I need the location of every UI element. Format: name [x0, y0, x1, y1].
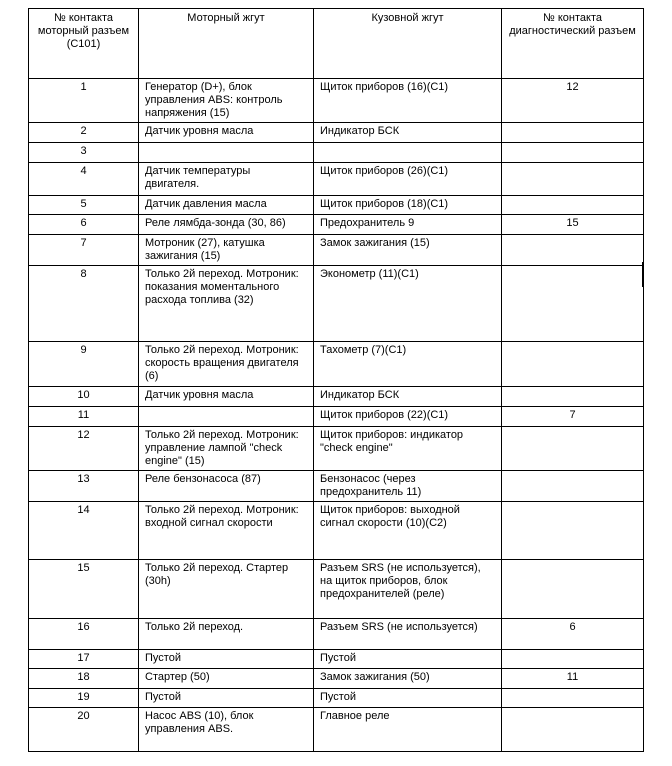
table-row	[29, 123, 644, 143]
engine-harness-cell	[139, 407, 314, 427]
engine-harness-cell: Генератор (D+), блок управления ABS: контроль напряжения (15)	[139, 79, 314, 123]
body-harness-cell: Щиток приборов (26)(C1)	[314, 163, 502, 196]
diag-pin-cell: 6	[502, 619, 644, 650]
body-harness-cell: Бензонасос (через предохранитель 11)	[314, 471, 502, 502]
body-harness-cell: Индикатор БСК	[314, 387, 502, 407]
engine-pin-cell: 1	[29, 79, 139, 123]
engine-pin-cell: 4	[29, 163, 139, 196]
body-harness-cell: Щиток приборов (22)(C1)	[314, 407, 502, 427]
diag-pin-cell	[502, 471, 644, 502]
engine-pin-cell: 15	[29, 560, 139, 619]
table-row	[29, 196, 644, 215]
diag-pin-cell	[502, 143, 644, 163]
engine-harness-cell: Мотроник (27), катушка зажигания (15)	[139, 235, 314, 266]
header-diag-pin: № контакта диагностический разъем	[502, 9, 644, 79]
body-harness-cell: Предохранитель 9	[314, 215, 502, 235]
diag-pin-cell: 7	[502, 407, 644, 427]
body-harness-cell: Пустой	[314, 650, 502, 669]
engine-harness-cell: Только 2й переход. Мотроник: скорость вращения двигателя (6)	[139, 342, 314, 387]
engine-harness-cell: Реле лямбда-зонда (30, 86)	[139, 215, 314, 235]
engine-harness-cell: Только 2й переход. Мотроник: управление лампой "check engine" (15)	[139, 427, 314, 471]
table-row	[29, 342, 644, 387]
side-marker	[642, 262, 644, 287]
engine-harness-cell: Реле бензонасоса (87)	[139, 471, 314, 502]
engine-pin-cell: 19	[29, 689, 139, 708]
table-row	[29, 427, 644, 471]
diag-pin-cell	[502, 235, 644, 266]
engine-harness-cell: Только 2й переход. Мотроник: входной сигнал скорости	[139, 502, 314, 560]
diag-pin-cell	[502, 387, 644, 407]
body-harness-cell: Щиток приборов (18)(C1)	[314, 196, 502, 215]
table-row	[29, 266, 644, 342]
engine-harness-cell: Только 2й переход.	[139, 619, 314, 650]
body-harness-cell: Главное реле	[314, 708, 502, 752]
body-harness-cell: Разъем SRS (не используется)	[314, 619, 502, 650]
table-row	[29, 708, 644, 752]
body-harness-cell: Замок зажигания (50)	[314, 669, 502, 689]
pinout-table	[28, 8, 644, 752]
body-harness-cell: Замок зажигания (15)	[314, 235, 502, 266]
body-harness-cell: Разъем SRS (не используется), на щиток приборов, блок предохранителей (реле)	[314, 560, 502, 619]
body-harness-cell: Тахометр (7)(C1)	[314, 342, 502, 387]
body-harness-cell: Щиток приборов (16)(C1)	[314, 79, 502, 123]
diag-pin-cell	[502, 689, 644, 708]
engine-pin-cell: 8	[29, 266, 139, 342]
engine-harness-cell	[139, 143, 314, 163]
engine-pin-cell: 13	[29, 471, 139, 502]
engine-harness-cell: Датчик уровня масла	[139, 387, 314, 407]
header-engine-harness: Моторный жгут	[139, 9, 314, 79]
table-row	[29, 387, 644, 407]
diag-pin-cell	[502, 342, 644, 387]
diag-pin-cell	[502, 196, 644, 215]
engine-pin-cell: 11	[29, 407, 139, 427]
diag-pin-cell	[502, 163, 644, 196]
diag-pin-cell	[502, 650, 644, 669]
table-row	[29, 689, 644, 708]
diag-pin-cell	[502, 560, 644, 619]
engine-pin-cell: 9	[29, 342, 139, 387]
engine-harness-cell: Только 2й переход. Стартер (30h)	[139, 560, 314, 619]
engine-pin-cell: 10	[29, 387, 139, 407]
table-row	[29, 669, 644, 689]
diag-pin-cell	[502, 502, 644, 560]
table-body	[29, 79, 644, 752]
table-header-row	[29, 9, 644, 79]
body-harness-cell: Щиток приборов: индикатор "check engine"	[314, 427, 502, 471]
diag-pin-cell: 12	[502, 79, 644, 123]
diag-pin-cell	[502, 427, 644, 471]
diag-pin-cell: 11	[502, 669, 644, 689]
engine-pin-cell: 18	[29, 669, 139, 689]
engine-harness-cell: Пустой	[139, 650, 314, 669]
diag-pin-cell	[502, 123, 644, 143]
body-harness-cell: Щиток приборов: выходной сигнал скорости (10)(C2)	[314, 502, 502, 560]
table-row	[29, 215, 644, 235]
engine-pin-cell: 2	[29, 123, 139, 143]
engine-harness-cell: Датчик уровня масла	[139, 123, 314, 143]
diag-pin-cell	[502, 266, 644, 342]
diag-pin-cell: 15	[502, 215, 644, 235]
table-row	[29, 650, 644, 669]
header-engine-pin: № контакта моторный разъем (С101)	[29, 9, 139, 79]
table-row	[29, 79, 644, 123]
engine-pin-cell: 20	[29, 708, 139, 752]
body-harness-cell: Эконометр (11)(C1)	[314, 266, 502, 342]
engine-harness-cell: Пустой	[139, 689, 314, 708]
diag-pin-cell	[502, 708, 644, 752]
table-row	[29, 143, 644, 163]
table-row	[29, 619, 644, 650]
engine-harness-cell: Насос ABS (10), блок управления ABS.	[139, 708, 314, 752]
table-row	[29, 471, 644, 502]
engine-pin-cell: 7	[29, 235, 139, 266]
engine-harness-cell: Датчик температуры двигателя.	[139, 163, 314, 196]
table-row	[29, 560, 644, 619]
table-row	[29, 407, 644, 427]
body-harness-cell: Пустой	[314, 689, 502, 708]
table-row	[29, 235, 644, 266]
table-row	[29, 163, 644, 196]
engine-pin-cell: 14	[29, 502, 139, 560]
header-body-harness: Кузовной жгут	[314, 9, 502, 79]
engine-harness-cell: Стартер (50)	[139, 669, 314, 689]
engine-pin-cell: 12	[29, 427, 139, 471]
engine-pin-cell: 17	[29, 650, 139, 669]
engine-pin-cell: 16	[29, 619, 139, 650]
engine-pin-cell: 3	[29, 143, 139, 163]
engine-harness-cell: Датчик давления масла	[139, 196, 314, 215]
body-harness-cell: Индикатор БСК	[314, 123, 502, 143]
engine-pin-cell: 5	[29, 196, 139, 215]
table-row	[29, 502, 644, 560]
engine-harness-cell: Только 2й переход. Мотроник: показания моментального расхода топлива (32)	[139, 266, 314, 342]
body-harness-cell	[314, 143, 502, 163]
engine-pin-cell: 6	[29, 215, 139, 235]
